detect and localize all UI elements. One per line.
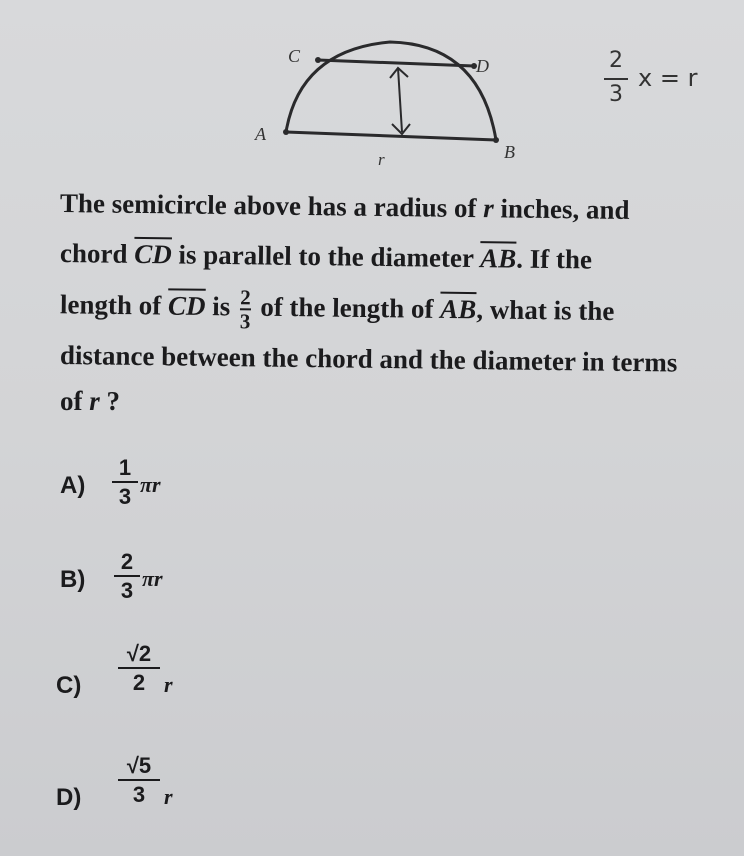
choice-c-num: √2 <box>126 641 152 666</box>
label-c: C <box>288 46 301 66</box>
q2-seg-cd: $\overline{CD}$ <box>134 238 172 270</box>
q3-frac-den: 3 <box>239 309 251 334</box>
question-line-3 <box>60 284 615 337</box>
distance-marker <box>398 68 402 132</box>
choice-c-den: 2 <box>132 670 146 696</box>
choice-d-fraction <box>118 754 160 806</box>
choice-a-letter: A) <box>60 472 86 499</box>
choice-d-den: 3 <box>132 782 146 808</box>
choice-d-tail: r <box>164 784 173 809</box>
q3-pre: length of <box>59 289 169 321</box>
q1-pre: The semicircle above has a radius of <box>59 188 484 224</box>
choice-b-den: 3 <box>120 578 134 604</box>
q2-seg-ab: $\overline{AB}$ <box>480 243 517 274</box>
point-b <box>493 137 499 143</box>
question-line-1 <box>60 190 630 224</box>
choice-c-tail: r <box>164 672 173 697</box>
q3-seg-cd: $\overline{CD}$ <box>167 290 206 322</box>
diameter-ab <box>286 132 496 140</box>
question-line-2 <box>60 240 592 273</box>
q1-post: inches, and <box>493 193 630 225</box>
q3-mid: of the length of <box>253 291 441 324</box>
semicircle-figure <box>0 0 744 180</box>
q2-post: . If the <box>516 243 593 275</box>
hand-den: 3 <box>609 82 623 107</box>
label-b: B <box>504 142 515 162</box>
choice-b-num: 2 <box>120 549 134 574</box>
choice-a[interactable] <box>60 455 260 522</box>
chord-cd <box>318 60 474 66</box>
label-d: D <box>476 56 489 76</box>
choice-d-num: √5 <box>126 753 152 778</box>
q5-pre: of <box>60 386 90 416</box>
q3-frac-num: 2 <box>240 285 251 310</box>
q3-post: , what is the <box>476 294 615 327</box>
question-line-4: distance between the chord and the diameter in terms <box>59 340 678 378</box>
choice-b-letter: B) <box>60 566 86 593</box>
choice-c-fraction <box>118 642 160 694</box>
choice-a-fraction <box>112 456 138 508</box>
hand-bar <box>604 78 628 80</box>
q2-mid: is parallel to the diameter <box>171 239 481 274</box>
choice-a-num: 1 <box>118 455 132 480</box>
choice-d[interactable] <box>56 753 256 844</box>
choice-d-letter: D) <box>56 784 82 811</box>
choice-a-den: 3 <box>118 484 132 510</box>
hand-rest: x = r <box>638 64 698 92</box>
choice-b[interactable] <box>60 549 260 626</box>
hand-num: 2 <box>609 48 623 73</box>
label-r: r <box>378 150 385 169</box>
point-a <box>283 129 289 135</box>
label-a: A <box>255 124 266 144</box>
question-line-5 <box>60 388 120 415</box>
semicircle-arc <box>286 42 496 140</box>
q1-var: r <box>483 193 494 224</box>
point-c <box>315 57 321 63</box>
q5-post: ? <box>99 386 121 416</box>
choice-c-letter: C) <box>56 672 82 699</box>
q3-fraction <box>240 286 251 332</box>
choice-c[interactable] <box>56 641 256 732</box>
q5-var: r <box>89 386 100 416</box>
q3-seg-ab: $\overline{AB}$ <box>440 293 477 325</box>
choice-a-tail: πr <box>140 472 161 497</box>
q2-pre: chord <box>59 238 135 269</box>
q3-is: is <box>205 291 238 322</box>
choice-b-tail: πr <box>142 566 163 591</box>
choice-b-fraction <box>114 550 140 602</box>
